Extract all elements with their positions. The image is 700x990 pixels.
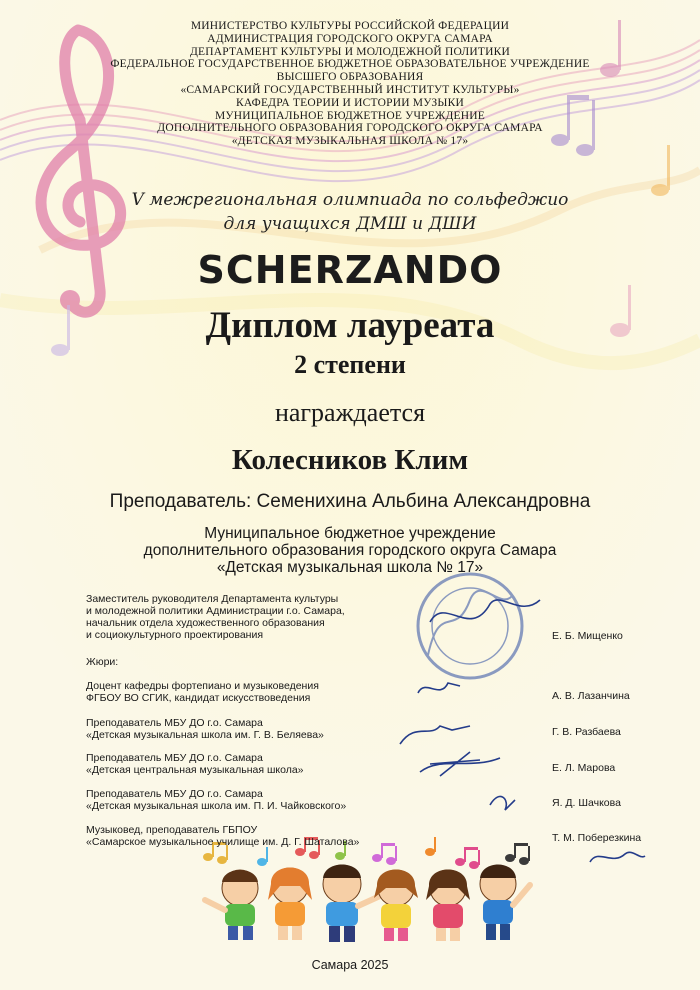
jury-member-position <box>86 824 359 848</box>
deputy-line: Заместитель руководителя Департамента культуры <box>86 593 339 605</box>
header-line: КАФЕДРА ТЕОРИИ И ИСТОРИИ МУЗЫКИ <box>236 96 464 109</box>
jury-label: Жюри: <box>86 656 119 668</box>
olympiad-line-1: V межрегиональная олимпиада по сольфеджио <box>131 190 569 210</box>
awarded-label: награждается <box>274 398 426 427</box>
jury-line: Преподаватель МБУ ДО г.о. Самара <box>86 752 263 764</box>
recipient-name: Колесников Клим <box>231 444 469 476</box>
diploma-degree: 2 степени <box>294 350 406 379</box>
jury-line: Доцент кафедры фортепиано и музыковедения <box>86 680 319 692</box>
deputy-line: и молодежной политики Администрации г.о. Самара, <box>86 605 345 617</box>
teacher-line: Преподаватель: Семенихина Альбина Александровна <box>109 491 591 512</box>
jury-member-position <box>86 788 346 812</box>
olympiad-line-2: для учащихся ДМШ и ДШИ <box>223 214 477 234</box>
institution-block <box>0 525 700 576</box>
header-line: ДЕПАРТАМЕНТ КУЛЬТУРЫ И МОЛОДЕЖНОЙ ПОЛИТИКИ <box>190 45 510 58</box>
header-line: ДОПОЛНИТЕЛЬНОГО ОБРАЗОВАНИЯ ГОРОДСКОГО ОКРУГА САМАРА <box>157 122 543 135</box>
footer-city-year: Самара 2025 <box>311 958 389 972</box>
deputy-name: Е. Б. Мищенко <box>552 630 623 642</box>
header-line: «ДЕТСКАЯ МУЗЫКАЛЬНАЯ ШКОЛА № 17» <box>231 135 469 148</box>
header-line: МИНИСТЕРСТВО КУЛЬТУРЫ РОССИЙСКОЙ ФЕДЕРАЦИИ <box>190 20 510 32</box>
olympiad-title <box>0 188 700 236</box>
institution-line-3: «Детская музыкальная школа № 17» <box>216 559 484 576</box>
jury-member-name: А. В. Лазанчина <box>552 690 630 702</box>
header-line: ВЫСШЕГО ОБРАЗОВАНИЯ <box>276 71 424 84</box>
institution-header <box>0 20 700 148</box>
jury-member-position <box>86 680 319 704</box>
jury-line: ФГБОУ ВО СГИК, кандидат искусствоведения <box>86 692 311 704</box>
deputy-position <box>86 593 345 641</box>
header-line: АДМИНИСТРАЦИЯ ГОРОДСКОГО ОКРУГА САМАРА <box>207 32 493 45</box>
jury-member-name: Т. М. Поберезкина <box>552 832 642 844</box>
jury-member-name: Г. В. Разбаева <box>552 726 621 738</box>
jury-line: Преподаватель МБУ ДО г.о. Самара <box>86 717 263 729</box>
jury-line: «Детская центральная музыкальная школа» <box>86 764 304 776</box>
jury-member-name: Я. Д. Шачкова <box>552 797 621 809</box>
header-line: МУНИЦИПАЛЬНОЕ БЮДЖЕТНОЕ УЧРЕЖДЕНИЕ <box>214 109 486 122</box>
header-line: ФЕДЕРАЛЬНОЕ ГОСУДАРСТВЕННОЕ БЮДЖЕТНОЕ ОБРАЗОВАТЕЛЬНОЕ УЧРЕЖДЕНИЕ <box>110 58 590 71</box>
jury-member-name: Е. Л. Марова <box>552 762 616 774</box>
jury-line: «Самарское музыкальное училище им. Д. Г. Шаталова» <box>86 836 360 848</box>
institution-line-1: Муниципальное бюджетное учреждение <box>204 525 496 542</box>
jury-line: Преподаватель МБУ ДО г.о. Самара <box>86 788 263 800</box>
brand-logo: SCHERZANDO <box>197 248 503 292</box>
jury-line: «Детская музыкальная школа им. Г. В. Беляева» <box>86 729 324 741</box>
deputy-line: начальник отдела художественного образования <box>86 617 325 629</box>
jury-line: Музыковед, преподаватель ГБПОУ <box>86 824 258 836</box>
institution-line-2: дополнительного образования городского округа Самара <box>143 542 557 559</box>
jury-member-position <box>86 752 304 776</box>
diploma-title: Диплом лауреата <box>205 305 495 346</box>
header-line: «САМАРСКИЙ ГОСУДАРСТВЕННЫЙ ИНСТИТУТ КУЛЬТУРЫ» <box>180 83 520 96</box>
jury-line: «Детская музыкальная школа им. П. И. Чайковского» <box>86 800 347 812</box>
jury-member-position <box>86 717 324 741</box>
deputy-line: и социокультурного проектирования <box>86 629 264 641</box>
